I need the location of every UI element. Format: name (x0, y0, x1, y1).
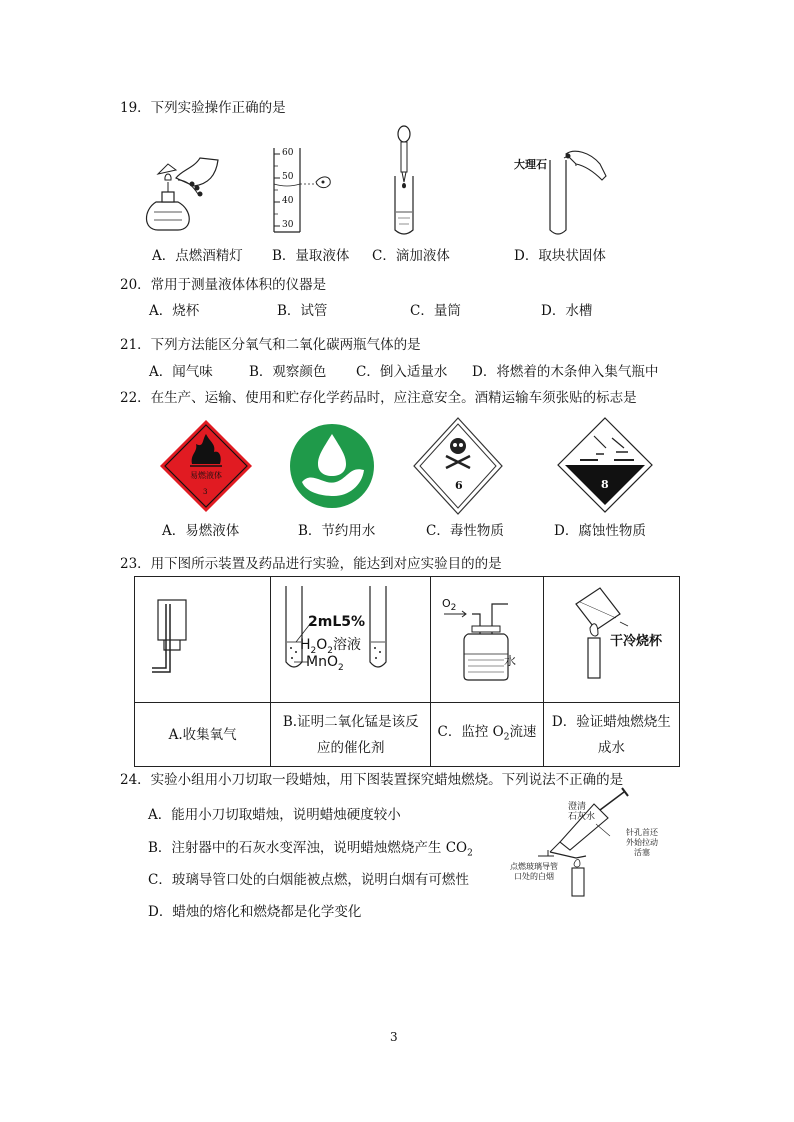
q23-stem: 23．用下图所示装置及药品进行实验，能达到对应实验目的的是 (120, 556, 502, 572)
q22-option-d: D．腐蚀性物质 (554, 523, 646, 539)
water-label: 水 (504, 654, 517, 668)
o2-inlet-label: $O_2$ (442, 597, 457, 614)
cyl-tick-50: 50 (282, 172, 294, 182)
q19-option-a: A．点燃酒精灯 (152, 248, 243, 264)
q24-stem: 24．实验小组用小刀切取一段蜡烛，用下图装置探究蜡烛燃烧。下列说法不正确的是 (120, 772, 624, 788)
h2o2-volume-label: 2mL5% (308, 614, 366, 630)
q21-option-d: D．将燃着的木条伸入集气瓶中 (472, 364, 659, 380)
q22-option-c: C．毒性物质 (426, 523, 504, 539)
q23-caption-a: A.收集氧气 (135, 703, 271, 767)
skull-icon (450, 438, 466, 454)
toxic-sign-number: 6 (455, 479, 463, 492)
q20-option-b: B．试管 (277, 303, 328, 319)
h2o2-label: $H_2O_2$溶液 (300, 637, 362, 656)
flammable-liquid-sign (160, 420, 252, 512)
q23-caption-b: B.证明二氧化锰是该反 应的催化剂 (271, 703, 431, 767)
q20-option-a: A．烧杯 (149, 303, 200, 319)
q24-option-c: C．玻璃导管口处的白烟能被点燃，说明白烟有可燃性 (148, 872, 469, 888)
q19-stem: 19．下列实验操作正确的是 (120, 100, 286, 116)
cyl-tick-60: 60 (282, 148, 294, 158)
flammable-sign-number: 3 (203, 488, 208, 496)
q21-option-a: A．闻气味 (149, 364, 213, 380)
q24-option-d: D．蜡烛的熔化和燃烧都是化学变化 (148, 904, 362, 920)
marble-label: 大理石 (514, 158, 547, 171)
q22-option-a: A．易燃液体 (162, 523, 240, 539)
water-saving-sign (290, 424, 374, 508)
q19-option-c: C．滴加液体 (372, 248, 450, 264)
q19-option-b: B．量取液体 (272, 248, 350, 264)
q23-caption-c: C．监控 $O_2$流速 (431, 703, 543, 767)
toxic-sign (414, 418, 502, 514)
needle-label: 针孔首还 外始拉动 活塞 (626, 828, 658, 857)
white-smoke-label: 点燃玻璃导管 口处的白烟 (510, 862, 558, 881)
corrosive-sign-number: 8 (601, 478, 609, 491)
marble-test-tube-figure (540, 146, 610, 236)
q23-caption-d: D．验证蜡烛燃烧生 成水 (543, 703, 679, 767)
q19-option-d: D．取块状固体 (514, 248, 606, 264)
q24-option-a: A．能用小刀切取蜡烛，说明蜡烛硬度较小 (148, 807, 401, 823)
q24-option-b: B．注射器中的石灰水变浑浊，说明蜡烛燃烧产生 $CO_2$ (148, 840, 473, 859)
q21-option-b: B．观察颜色 (249, 364, 327, 380)
flammable-sign-text: 易燃液体 (190, 471, 222, 480)
page-number: 3 (390, 1030, 398, 1044)
cyl-tick-30: 30 (282, 220, 294, 230)
q20-option-c: C．量筒 (410, 303, 461, 319)
cyl-tick-40: 40 (282, 196, 294, 206)
q20-stem: 20．常用于测量液体体积的仪器是 (120, 277, 327, 293)
corrosive-sign (558, 418, 652, 512)
alcohol-lamp-figure (138, 150, 228, 235)
dry-cold-beaker-label: 干冷烧杯 (610, 634, 663, 649)
dropper-test-tube-figure (390, 126, 430, 236)
q21-option-c: C．倒入适量水 (356, 364, 448, 380)
lime-water-label: 澄清 石灰水 (568, 802, 596, 822)
gas-collection-figure (150, 596, 210, 676)
q22-stem: 22．在生产、运输、使用和贮存化学药品时，应注意安全。酒精运输车须张贴的标志是 (120, 390, 637, 406)
gas-washing-bottle-figure (442, 600, 522, 684)
q22-option-b: B．节约用水 (298, 523, 376, 539)
q20-option-d: D．水槽 (541, 303, 593, 319)
mno2-label: MnO$_2$ (306, 654, 344, 673)
q21-stem: 21．下列方法能区分氧气和二氧化碳两瓶气体的是 (120, 337, 421, 353)
